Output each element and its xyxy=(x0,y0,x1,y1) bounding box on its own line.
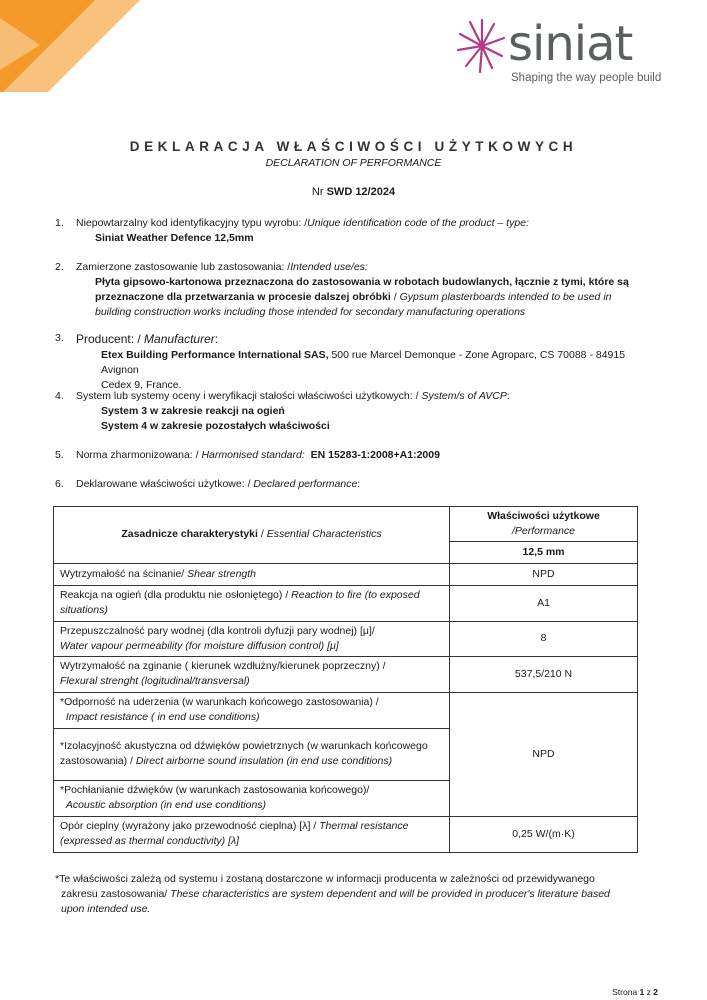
table-row: Wytrzymałość na zginanie ( kierunek wzdłużny/kierunek poprzeczny) / Flexural strenght (logitudinal/transversal) 537,5/210 N xyxy=(54,656,638,692)
logo-tagline: Shaping the way people build xyxy=(511,72,662,84)
header-characteristics: Zasadnicze charakterystyki / Essential Characteristics xyxy=(54,507,450,564)
corner-decoration xyxy=(0,0,140,92)
table-row: Opór cieplny (wyrażony jako przewodność cieplna) [λ] / Thermal resistance (expressed as thermal conductivity) [λ] 0,25 W/(m·K) xyxy=(54,816,638,852)
table-row: Reakcja na ogień (dla produktu nie osłoniętego) / Reaction to fire (to exposed situations) A1 xyxy=(54,585,638,621)
page-number: Strona 1 z 2 xyxy=(612,987,658,997)
performance-table xyxy=(53,506,638,853)
section-3: 3. Producent: / Manufacturer: Etex Building Performance International SAS, 500 rue Marcel Demonque - Zone Agroparc, CS 70088 - 84915 Avignon Cedex 9, France. xyxy=(55,332,626,391)
document-number: Nr SWD 12/2024 xyxy=(311,186,396,198)
table-row: *Odporność na uderzenia (w warunkach końcowego zastosowania) / Impact resistance ( in end use conditions) NPD xyxy=(54,692,638,728)
table-row: *Pochłanianie dźwięków (w warunkach zastosowania końcowego)/ Acoustic absorption (in end use conditions) xyxy=(54,780,638,816)
document-title: DEKLARACJA WŁAŚCIWOŚCI UŻYTKOWYCH xyxy=(129,139,578,154)
section-1: 1. Niepowtarzalny kod identyfikacyjny typu wyrobu: /Unique identification code of the product – type: Siniat Weather Defence 12,5mm xyxy=(55,217,529,244)
section-2: 2. Zamierzone zastosowanie lub zastosowania: /Intended use/es: Płyta gipsowo-kartonowa przeznaczona do zastosowania w robotach budowlanych, łącznie z tymi, które są przeznaczone dla przetwarzania w procesie dalszej obróbki / Gypsum plasterboards intended to be used in building construction works including those intended for secondary manufacturing operations xyxy=(55,261,629,318)
table-row: Przepuszczalność pary wodnej (dla kontroli dyfuzji pary wodnej) [μ]/ Water vapour permeability (for moisture diffusion control) [μ] 8 xyxy=(54,621,638,656)
merged-npd-value: NPD xyxy=(450,692,638,816)
section-5: 5. Norma zharmonizowana: / Harmonised standard: EN 15283-1:2008+A1:2009 xyxy=(55,449,440,461)
logo-wordmark: siniat xyxy=(508,16,633,72)
section-6: 6. Deklarowane właściwości użytkowe: / Declared performance: xyxy=(55,478,361,490)
footnote: *Te właściwości zależą od systemu i zostaną dostarczone w informacji producenta w zależności od przewidywanego zakresu zastosowania/ These characteristics are system dependent and will be provided in producer's literature based upon intended use. xyxy=(55,873,610,915)
section-4: 4. System lub systemy oceny i weryfikacji stałości właściwości użytkowych: / System/s of AVCP: System 3 w zakresie reakcji na ogień System 4 w zakresie pozostałych właściwości xyxy=(55,390,510,432)
logo-star-icon xyxy=(456,16,508,76)
header-thickness: 12,5 mm xyxy=(450,541,638,563)
document-subtitle: DECLARATION OF PERFORMANCE xyxy=(265,157,442,169)
siniat-logo xyxy=(456,16,671,88)
table-header-row xyxy=(54,507,638,542)
table-row: *Izolacyjność akustyczna od dźwięków powietrznych (w warunkach końcowego zastosowania) / Direct airborne sound insulation (in end use conditions) xyxy=(54,728,638,780)
header-performance: Właściwości użytkowe /Performance xyxy=(450,507,638,542)
product-type-value: Siniat Weather Defence 12,5mm xyxy=(95,231,254,244)
table-row: Wytrzymałość na ścinanie/ Shear strength NPD xyxy=(54,563,638,585)
